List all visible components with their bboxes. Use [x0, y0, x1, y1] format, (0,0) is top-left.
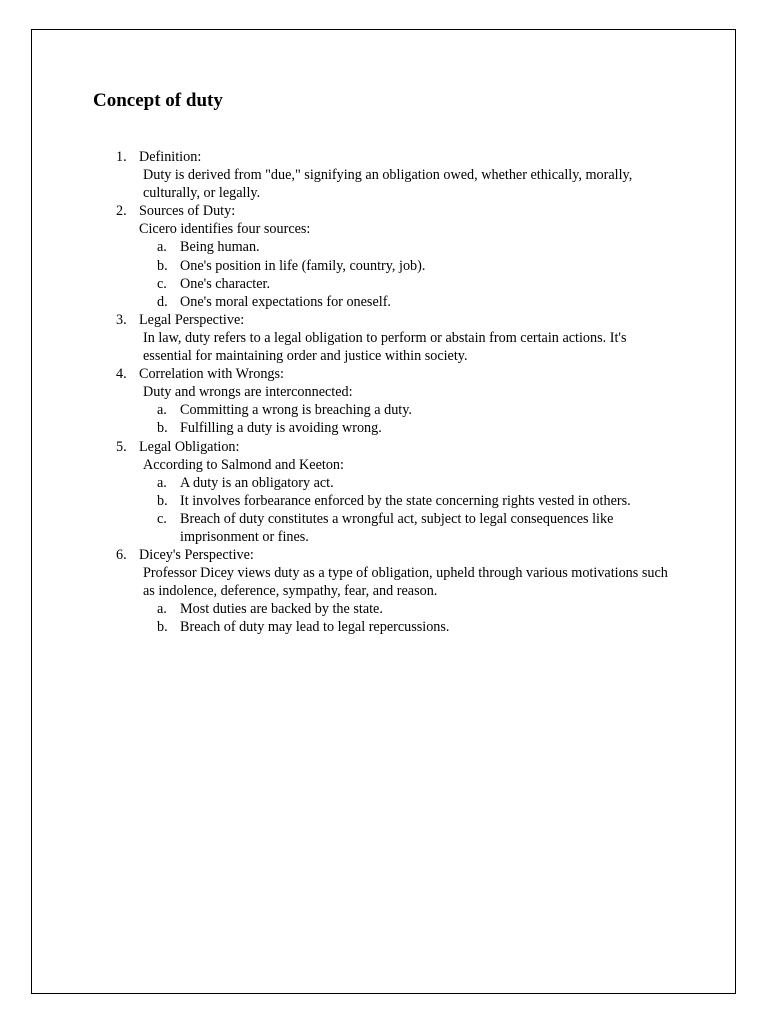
sub-item-letter: a. [157, 239, 167, 256]
item-heading: Definition: [139, 149, 202, 165]
item-heading: Legal Obligation: [139, 438, 240, 455]
document-page [31, 29, 736, 994]
list-item-legal-obligation [116, 438, 676, 547]
list-item-sources-of-duty [116, 202, 676, 311]
sub-item-letter: a. [157, 601, 167, 618]
item-heading: Sources of Duty: [139, 203, 236, 220]
item-number: 1. [116, 149, 127, 165]
item-heading: Legal Perspective: [139, 311, 245, 328]
sub-item-text: It involves forbearance enforced by the state concerning rights vested in others. [180, 492, 631, 509]
list-item-legal-perspective [116, 311, 676, 365]
sub-list-item [139, 600, 676, 618]
item-number: 4. [116, 366, 127, 383]
sub-item-text: Committing a wrong is breaching a duty. [180, 402, 412, 419]
list-item-correlation-with-wrongs [116, 365, 676, 437]
sub-item-letter: c. [157, 275, 167, 292]
sub-list [139, 401, 676, 437]
sub-item-text: Fulfilling a duty is avoiding wrong. [180, 420, 382, 437]
sub-item-letter: d. [157, 293, 168, 310]
item-number: 2. [116, 203, 127, 220]
sub-list-item [139, 492, 676, 510]
sub-item-text: One's position in life (family, country, job). [180, 257, 426, 274]
item-description: In law, duty refers to a legal obligation to perform or abstain from certain actions. It's essential for maintaining order and justice within society. [143, 329, 627, 365]
sub-list-item [139, 618, 676, 636]
item-description: According to Salmond and Keeton: [143, 456, 344, 473]
sub-list-item [139, 419, 676, 437]
item-heading: Dicey's Perspective: [139, 547, 254, 564]
sub-list [139, 474, 676, 546]
item-description: Duty is derived from "due," signifying an obligation owed, whether ethically, morally, culturally, or legally. [143, 167, 633, 202]
sub-item-text: Being human. [180, 239, 260, 256]
sub-item-letter: a. [157, 474, 167, 491]
list-item-definition [116, 148, 676, 202]
list-item-diceys-perspective [116, 546, 676, 636]
sub-list-item [139, 474, 676, 492]
sub-item-text: Most duties are backed by the state. [180, 601, 383, 618]
sub-list-item [139, 401, 676, 419]
item-number: 6. [116, 547, 127, 564]
item-description: Cicero identifies four sources: [139, 221, 311, 238]
sub-item-letter: a. [157, 402, 167, 419]
sub-item-letter: b. [157, 492, 168, 509]
sub-item-text: A duty is an obligatory act. [180, 474, 334, 491]
sub-item-text: One's moral expectations for oneself. [180, 293, 391, 310]
document-title: Concept of duty [93, 90, 223, 111]
item-number: 3. [116, 311, 127, 328]
sub-item-letter: b. [157, 420, 168, 437]
sub-list [139, 600, 676, 636]
sub-list [139, 238, 676, 310]
sub-item-letter: c. [157, 510, 167, 527]
sub-item-letter: b. [157, 257, 168, 274]
item-description: Duty and wrongs are interconnected: [143, 384, 353, 401]
sub-item-letter: b. [157, 619, 168, 636]
sub-list-item [139, 275, 676, 293]
item-heading: Correlation with Wrongs: [139, 366, 284, 383]
sub-list-item [139, 293, 676, 311]
sub-item-text: Breach of duty may lead to legal repercussions. [180, 619, 450, 636]
item-number: 5. [116, 438, 127, 455]
sub-item-text: One's character. [180, 275, 270, 292]
sub-item-text: Breach of duty constitutes a wrongful act, subject to legal consequences like imprisonment or fines. [180, 510, 614, 545]
sub-list-item [139, 238, 676, 256]
sub-list-item [139, 257, 676, 275]
item-description: Professor Dicey views duty as a type of obligation, upheld through various motivations such as indolence, deference, sympathy, fear, and reason. [143, 565, 668, 600]
numbered-list [116, 148, 676, 637]
sub-list-item [139, 510, 676, 546]
